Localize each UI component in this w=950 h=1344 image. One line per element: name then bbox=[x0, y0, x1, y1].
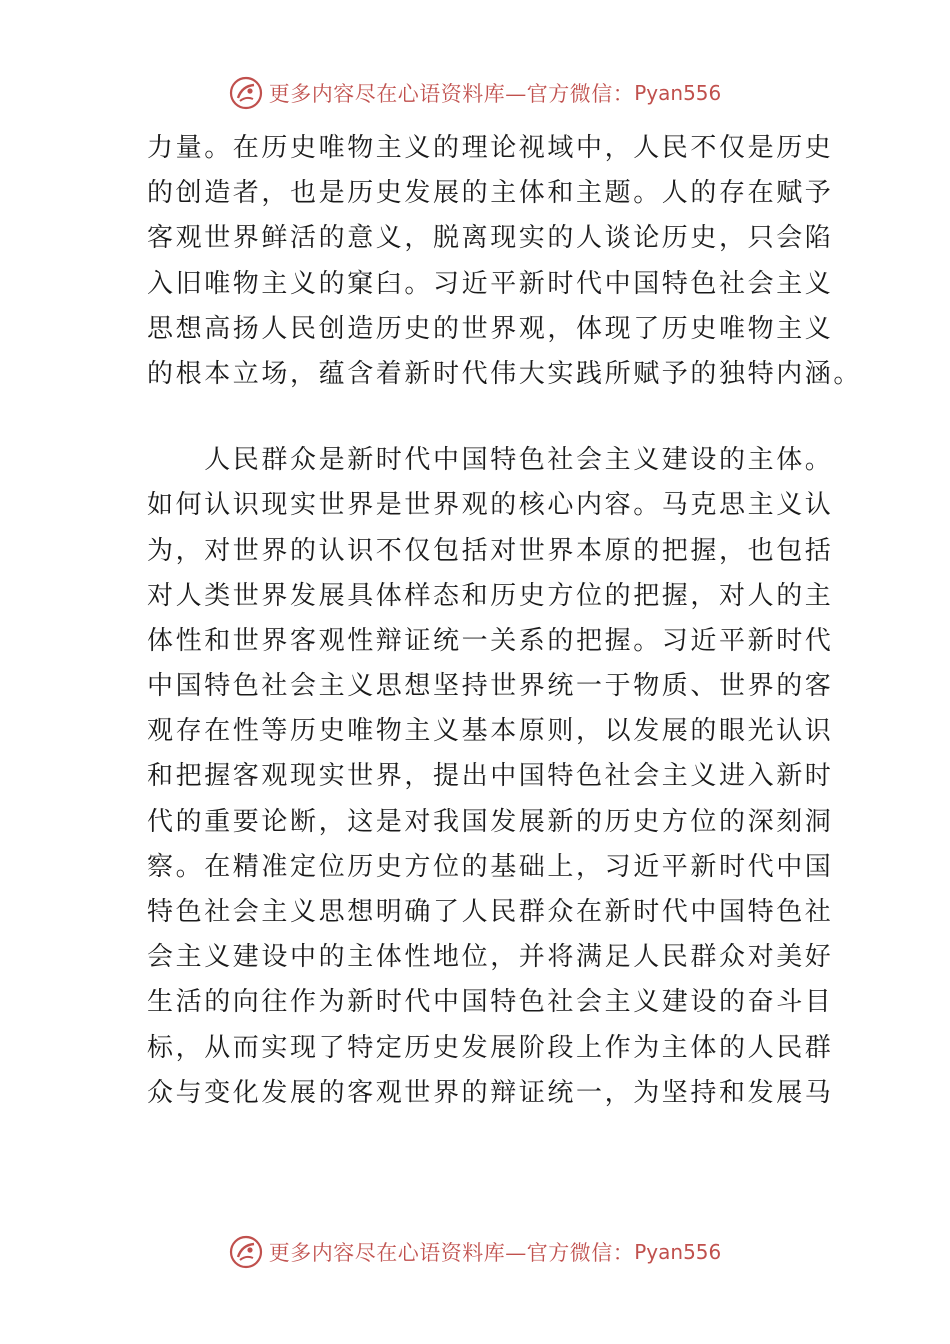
text-line: 的创造者，也是历史发展的主体和主题。人的存在赋予 bbox=[147, 178, 834, 209]
text-line: 如何认识现实世界是世界观的核心内容。马克思主义认 bbox=[147, 490, 834, 521]
paragraph bbox=[147, 438, 834, 1116]
watermark-text: 更多内容尽在心语资料库—官方微信： bbox=[268, 82, 635, 106]
watermark-text: 更多内容尽在心语资料库—官方微信： bbox=[268, 1241, 635, 1265]
text-line: 察。在精准定位历史方位的基础上，习近平新时代中国 bbox=[147, 851, 834, 882]
text-line: 观存在性等历史唯物主义基本原则，以发展的眼光认识 bbox=[147, 716, 834, 747]
text-line: 特色社会主义思想明确了人民群众在新时代中国特色社 bbox=[147, 897, 834, 927]
text-line: 的根本立场，蕴含着新时代伟大实践所赋予的独特内涵。 bbox=[147, 358, 863, 389]
text-line: 标，从而实现了特定历史发展阶段上作为主体的人民群 bbox=[147, 1032, 834, 1063]
paragraph bbox=[147, 126, 863, 397]
text-line: 对人类世界发展具体样态和历史方位的把握，对人的主 bbox=[147, 580, 834, 611]
header-watermark bbox=[0, 73, 950, 113]
text-line: 代的重要论断，这是对我国发展新的历史方位的深刻洞 bbox=[147, 806, 834, 837]
text-line: 众与变化发展的客观世界的辩证统一，为坚持和发展马 bbox=[147, 1077, 834, 1108]
watermark-wechat-id: Pyan556 bbox=[634, 1240, 722, 1264]
text-line: 中国特色社会主义思想坚持世界统一于物质、世界的客 bbox=[147, 671, 834, 702]
text-line: 人民群众是新时代中国特色社会主义建设的主体。 bbox=[147, 445, 834, 476]
text-line: 思想高扬人民创造历史的世界观，体现了历史唯物主义 bbox=[147, 313, 834, 344]
text-line: 会主义建设中的主体性地位，并将满足人民群众对美好 bbox=[147, 942, 834, 973]
text-line: 体性和世界客观性辩证统一关系的把握。习近平新时代 bbox=[147, 625, 834, 656]
text-line: 生活的向往作为新时代中国特色社会主义建设的奋斗目 bbox=[147, 987, 834, 1018]
library-logo-icon bbox=[229, 76, 263, 110]
text-line: 和把握客观现实世界，提出中国特色社会主义进入新时 bbox=[147, 761, 834, 792]
text-line: 为，对世界的认识不仅包括对世界本原的把握，也包括 bbox=[147, 535, 834, 566]
watermark-wechat-id: Pyan556 bbox=[634, 81, 722, 105]
text-line: 客观世界鲜活的意义，脱离现实的人谈论历史，只会陷 bbox=[147, 223, 834, 254]
document-body bbox=[147, 126, 863, 1116]
text-line: 力量。在历史唯物主义的理论视域中，人民不仅是历史 bbox=[147, 133, 834, 163]
library-logo-icon bbox=[229, 1235, 263, 1269]
text-line: 入旧唯物主义的窠臼。习近平新时代中国特色社会主义 bbox=[147, 268, 834, 299]
footer-watermark bbox=[0, 1232, 950, 1272]
paragraph-spacer bbox=[147, 397, 822, 438]
